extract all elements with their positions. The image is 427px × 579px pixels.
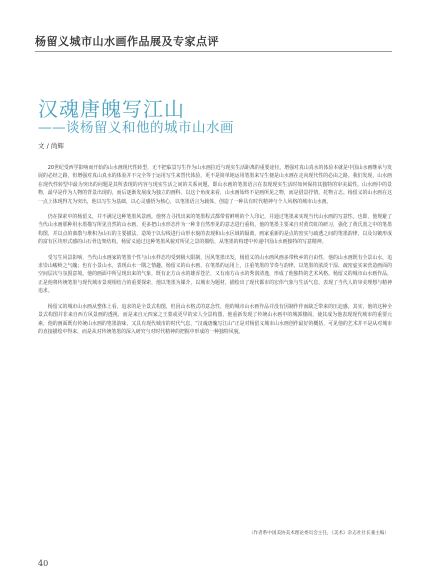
page-number: 40 (38, 559, 49, 568)
series-title: 杨留义城市山水画作品展及专家点评 (35, 35, 219, 48)
article-title: 汉魂唐魄写江山 (38, 97, 185, 121)
header-divider (35, 51, 392, 52)
header-band (0, 0, 427, 64)
paragraph: 受写生风景影响，当代山水画家的笔墨个性与山水样态均受到极大限制，因风笔墨出发，杨留义的山水画风画多带秋乡的自由性，他的山水画既有全景山水，追求崇山峻岭之气魄；也有小景山水，表现山水一隅之情趣。杨留义的山水画，在笔墨的运用上，注重笔墨的节奏与韵律，以笔墨的浓淡干湿、疏密虚实来营造画面的空间层次与氛围意境。他的画面中所呈现出来的气象，既有北方山水的雄浑苍茫，又有南方山水的秀润清逸，形成了他独特的艺术风格。杨留义的城市山水画作品，正是他将传统笔墨与现代城市景观相结合的重要探索，他以笔墨为媒介，以城市为题材，描绘出了现代都市的宏伟气象与生活气息，表现了当代人的审美理想与精神追求。 (38, 254, 392, 295)
article-author: 文 / 尚辉 (38, 142, 64, 150)
paragraph: 杨留义的城市山水画从整体上看，追求的是全景式构图，但因山水格式的意念性，他的城市山水画作品并没有因制作作而缺乏带来的压迫感，其实，他的这种全景式构图并非来自西方风景画的透视，而是来自元四家之王蒙或更早的宋人全景构图，他重新发现了传统山水画中的城郭楼阁，使其成为他表现现代城市的重要元素，他的画面既有传统山水画的笔墨韵味，又具有现代城市的时代气息，“汉魂唐魄写江山”正是对杨留义城市山水画创作最好的概括，可见他的艺术并不是从对城市的直接描绘中得来，而是从对传统笔墨的深入研究与对时代精神的把握中形成的一种独特风貌。 (38, 303, 392, 335)
paragraph: 仍在探索中的杨留义，并不满足这种笔墨风景画。他努力寻找出来的笔墨程式都带着鲜明的个人印记，并通过笔墨来实现当代山水画的写意性。也即，他规避了当代山水画那种用水墨描写所见自然的山水画，更多把山水形态作为一种非自然形见的意志进行重构，他的笔墨主要来自对黄宾虹的研习，强化了黄氏墨之中的笔墨构图，并以点的离散与堆积为山石的主要描法，造境于以勾线进行山形水貌的表现和山水区域的隔离，画家重新的是点的密实与疏透之间的笔墨韵律，以及勾皴形成的富有区块形式感的山石骨边架结构。杨留义通过这种笔墨风貌对所见之景的描绘，从笔墨的构建中传递中国山水画独特的写意精神。 (38, 214, 392, 246)
author-footnote: （作者系中国美协美术理论委员会主任，《美术》杂志社社长兼主编） (248, 531, 389, 536)
article-body (38, 164, 392, 343)
article-subtitle: ——谈杨留义和他的城市山水画 (38, 120, 234, 136)
paragraph: 20世纪受西学影响而开始的山水画现代性转型，无不把临景写生作为山水画拉近与现实生活距离的重要途径。增强对真山真水的体验本就是中国山水画继承与发展的必经之路，但增强对真山真水的体验并不完全等于运用写生来替代体验，更不是简单地运用笔墨来写生便是山水画在走向现代性的必由之路。我们发现，山水画在现代性转型中最为突出的问题是其所表现的内容与现实生活之间的关系问题，即山水画的笔墨语言在表现现实生活时如何保持其独特的审美属性。山水画中的景物，最早是作为人物的背景出现的，而后逐渐发展成为独立的画科。以这个角度来看，山水画始终不是画所见之物，而是借景抒情，托物言志。杨留义的山水画在这一点上体现得尤为突出，他以写生为基础，以心灵感悟为核心，以笔墨语言为载体，创造了一种具有时代精神与个人风格的城市山水画。 (38, 165, 392, 205)
